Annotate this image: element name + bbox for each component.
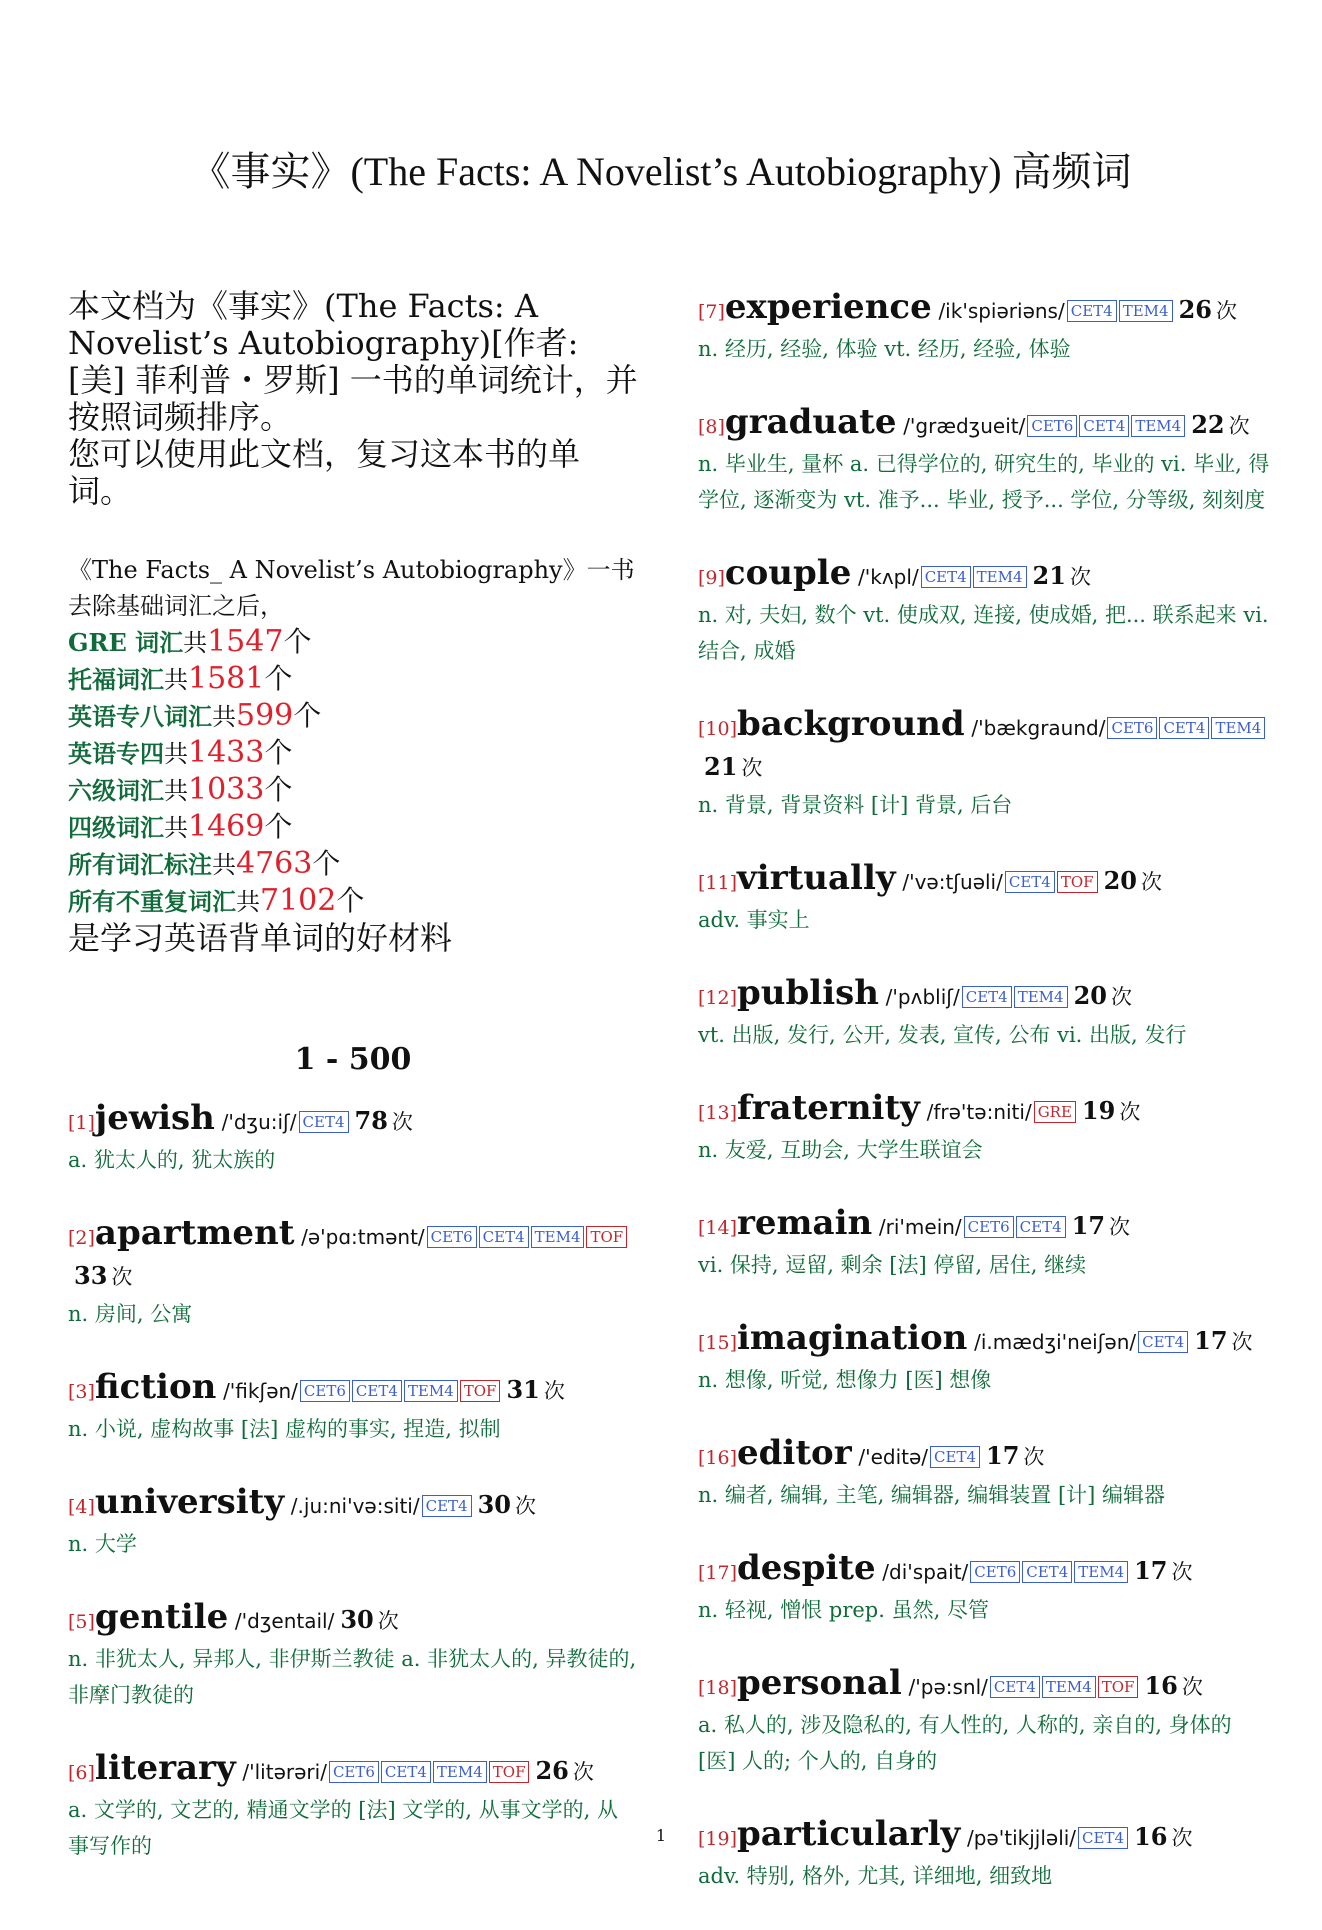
entry-word: virtually bbox=[737, 858, 896, 898]
word-entry bbox=[698, 859, 1272, 938]
entry-count-value: 19 bbox=[1081, 1096, 1116, 1125]
stat-label: GRE 词汇 bbox=[68, 628, 184, 657]
entry-count-value: 30 bbox=[477, 1490, 511, 1519]
exam-tag: TEM4 bbox=[1119, 300, 1173, 322]
exam-tag: CET4 bbox=[1159, 717, 1209, 739]
exam-tag: TOF bbox=[460, 1380, 501, 1402]
exam-tag: CET6 bbox=[970, 1561, 1020, 1583]
entry-header bbox=[68, 1598, 638, 1641]
exam-tag: TEM4 bbox=[1211, 717, 1265, 739]
entry-phonetic: /'dʒentail/ bbox=[234, 1609, 335, 1633]
entry-definition: n. 轻视, 憎恨 prep. 虽然, 尽管 bbox=[698, 1598, 989, 1622]
exam-tag: TEM4 bbox=[404, 1380, 458, 1402]
word-entry bbox=[68, 1483, 638, 1562]
entry-count-value: 17 bbox=[986, 1441, 1020, 1470]
entry-count-unit: 次 bbox=[1110, 985, 1132, 1009]
entry-word: literary bbox=[94, 1748, 236, 1788]
exam-tag: GRE bbox=[1034, 1101, 1076, 1123]
entry-header bbox=[698, 403, 1272, 446]
stat-row bbox=[68, 883, 638, 920]
entry-index: [18] bbox=[698, 1677, 738, 1699]
exam-tag: CET4 bbox=[962, 986, 1012, 1008]
entry-word: publish bbox=[737, 973, 879, 1013]
entry-count-unit: 次 bbox=[377, 1609, 399, 1633]
entry-count bbox=[1104, 866, 1162, 895]
entry-header bbox=[68, 1749, 638, 1792]
intro-paragraph: 本文档为《事实》(The Facts: A Novelist’s Autobiography)[作者: [美] 菲利普・罗斯] 一书的单词统计，并按照词频排序。 bbox=[68, 287, 638, 436]
word-entry bbox=[68, 1368, 638, 1447]
word-entry bbox=[698, 1204, 1272, 1283]
stat-suffix: 共 bbox=[212, 851, 236, 879]
entry-index: [10] bbox=[698, 718, 738, 740]
entry-index: [5] bbox=[68, 1611, 95, 1633]
entry-definition: vi. 保持, 逗留, 剩余 [法] 停留, 居住, 继续 bbox=[698, 1253, 1087, 1277]
entry-index: [8] bbox=[698, 416, 725, 438]
entry-definition: n. 毕业生, 量杯 a. 已得学位的, 研究生的, 毕业的 vi. 毕业, 得学位, 逐渐变为 vt. 准予... 毕业, 授予... 学位, 分等级, 刻刻度 bbox=[698, 452, 1270, 512]
right-column bbox=[698, 288, 1272, 1930]
entry-header bbox=[698, 859, 1272, 902]
entry-count-value: 21 bbox=[1032, 561, 1066, 590]
entry-count-value: 20 bbox=[1073, 981, 1107, 1010]
stat-suffix: 共 bbox=[164, 814, 188, 842]
entry-count-value: 22 bbox=[1191, 410, 1225, 439]
stat-row bbox=[68, 809, 638, 846]
entry-word: graduate bbox=[724, 402, 897, 442]
exam-tag: CET6 bbox=[1107, 717, 1157, 739]
exam-tag: CET4 bbox=[1078, 1827, 1128, 1849]
entry-count-unit: 次 bbox=[543, 1379, 565, 1403]
entry-word: background bbox=[737, 704, 965, 744]
exam-tag: CET6 bbox=[300, 1380, 350, 1402]
exam-tag: CET4 bbox=[1067, 300, 1117, 322]
word-entry bbox=[698, 403, 1272, 518]
stat-label: 六级词汇 bbox=[68, 776, 164, 805]
stat-suffix: 共 bbox=[164, 666, 188, 694]
entry-phonetic: /'və:tʃuəli/ bbox=[902, 870, 1003, 894]
entry-index: [7] bbox=[698, 301, 725, 323]
entry-definition: n. 编者, 编辑, 主笔, 编辑器, 编辑装置 [计] 编辑器 bbox=[698, 1483, 1166, 1507]
entry-count-unit: 次 bbox=[1228, 414, 1250, 438]
entry-header bbox=[698, 554, 1272, 597]
entry-definition: n. 大学 bbox=[68, 1532, 137, 1556]
entry-phonetic: /.ju:ni'və:siti/ bbox=[290, 1494, 420, 1518]
exam-tag: CET6 bbox=[329, 1761, 379, 1783]
stat-value: 1547 bbox=[207, 624, 284, 659]
entry-count-unit: 次 bbox=[1215, 299, 1237, 323]
entry-count-unit: 次 bbox=[1069, 565, 1091, 589]
exam-tag: TEM4 bbox=[1074, 1561, 1128, 1583]
entry-count-unit: 次 bbox=[111, 1265, 133, 1289]
stat-label: 英语专四 bbox=[68, 739, 164, 768]
entry-header bbox=[698, 705, 1272, 787]
entry-word: imagination bbox=[737, 1318, 968, 1358]
exam-tag: CET4 bbox=[1016, 1216, 1066, 1238]
entry-definition: adv. 特别, 格外, 尤其, 详细地, 细致地 bbox=[698, 1864, 1053, 1888]
entry-phonetic: /'bækgraund/ bbox=[971, 716, 1106, 740]
entry-word: university bbox=[94, 1482, 285, 1522]
entry-definition: a. 私人的, 涉及隐私的, 有人性的, 人称的, 亲自的, 身体的 [医] 人的; 个人的, 自身的 bbox=[698, 1713, 1232, 1773]
entry-phonetic: /'dʒu:iʃ/ bbox=[221, 1110, 297, 1134]
intro bbox=[68, 288, 638, 510]
word-entry bbox=[68, 1214, 638, 1332]
entry-count bbox=[1191, 410, 1249, 439]
entry-count-unit: 次 bbox=[514, 1494, 536, 1518]
word-entry bbox=[698, 1434, 1272, 1513]
stats-block bbox=[68, 552, 638, 956]
stat-label: 英语专八词汇 bbox=[68, 702, 212, 731]
entry-count-unit: 次 bbox=[741, 756, 763, 780]
stat-unit: 个 bbox=[283, 625, 312, 658]
entry-count-value: 33 bbox=[74, 1261, 108, 1290]
stat-unit: 个 bbox=[293, 699, 322, 732]
entry-header bbox=[698, 1204, 1272, 1247]
entry-count-value: 26 bbox=[1178, 295, 1212, 324]
entry-count-value: 78 bbox=[354, 1106, 388, 1135]
entry-count-unit: 次 bbox=[572, 1760, 594, 1784]
word-entry bbox=[698, 974, 1272, 1053]
entry-word: particularly bbox=[737, 1814, 961, 1854]
entry-count bbox=[1074, 981, 1132, 1010]
exam-tag: CET4 bbox=[1079, 415, 1129, 437]
exam-tag: TEM4 bbox=[1014, 986, 1068, 1008]
exam-tag: CET4 bbox=[299, 1111, 349, 1133]
stat-label: 托福词汇 bbox=[68, 665, 164, 694]
entry-index: [14] bbox=[698, 1217, 738, 1239]
entry-definition: n. 想像, 听觉, 想像力 [医] 想像 bbox=[698, 1368, 992, 1392]
stat-value: 1581 bbox=[188, 661, 265, 696]
stat-row bbox=[68, 772, 638, 809]
stat-value: 7102 bbox=[260, 883, 337, 918]
entry-count bbox=[506, 1375, 564, 1404]
word-entry bbox=[698, 1319, 1272, 1398]
entry-count bbox=[1082, 1096, 1140, 1125]
document-title: 《事实》(The Facts: A Novelist’s Autobiography) 高频词 bbox=[190, 149, 1132, 194]
entry-index: [19] bbox=[698, 1828, 738, 1850]
word-list-left bbox=[68, 1099, 638, 1864]
entry-word: jewish bbox=[94, 1098, 215, 1138]
entry-count-unit: 次 bbox=[1171, 1826, 1193, 1850]
intro-paragraph: 您可以使用此文档，复习这本书的单词。 bbox=[68, 435, 581, 510]
entry-count bbox=[1072, 1211, 1130, 1240]
entry-count-unit: 次 bbox=[1119, 1100, 1141, 1124]
stat-unit: 个 bbox=[264, 736, 293, 769]
word-entry bbox=[68, 1749, 638, 1864]
entry-definition: adv. 事实上 bbox=[698, 908, 810, 932]
entry-definition: n. 非犹太人, 异邦人, 非伊斯兰教徒 a. 非犹太人的, 异教徒的, 非摩门教徒的 bbox=[68, 1647, 637, 1707]
entry-count bbox=[986, 1441, 1044, 1470]
entry-index: [15] bbox=[698, 1332, 738, 1354]
entry-count bbox=[74, 1261, 132, 1290]
entry-phonetic: /ə'pɑ:tmənt/ bbox=[301, 1225, 425, 1249]
exam-tag: CET4 bbox=[930, 1446, 980, 1468]
entry-count bbox=[704, 752, 762, 781]
stat-unit: 个 bbox=[264, 662, 293, 695]
entry-count bbox=[535, 1756, 593, 1785]
word-entry bbox=[698, 1089, 1272, 1168]
word-entry bbox=[698, 1549, 1272, 1628]
entry-count bbox=[478, 1490, 536, 1519]
entry-header bbox=[698, 974, 1272, 1017]
exam-tag: TEM4 bbox=[531, 1226, 585, 1248]
stat-value: 1033 bbox=[188, 772, 265, 807]
entry-count bbox=[1194, 1326, 1252, 1355]
stat-label: 所有词汇标注 bbox=[68, 850, 212, 879]
entry-word: remain bbox=[737, 1203, 873, 1243]
entry-count bbox=[355, 1106, 413, 1135]
entry-definition: n. 友爱, 互助会, 大学生联谊会 bbox=[698, 1138, 983, 1162]
entry-index: [17] bbox=[698, 1562, 738, 1584]
entry-count-unit: 次 bbox=[1023, 1445, 1045, 1469]
stats-closing: 是学习英语背单词的好材料 bbox=[68, 919, 453, 957]
entry-word: despite bbox=[737, 1548, 876, 1588]
exam-tag: TEM4 bbox=[1131, 415, 1185, 437]
stat-row bbox=[68, 846, 638, 883]
entry-index: [9] bbox=[698, 567, 725, 589]
entry-word: fraternity bbox=[737, 1088, 920, 1128]
entry-count-unit: 次 bbox=[391, 1110, 413, 1134]
entry-phonetic: /'litərəri/ bbox=[242, 1760, 327, 1784]
entry-header bbox=[698, 1089, 1272, 1132]
entry-phonetic: /'kʌpl/ bbox=[858, 565, 919, 589]
exam-tag: CET4 bbox=[352, 1380, 402, 1402]
stat-row bbox=[68, 624, 638, 661]
exam-tag: CET4 bbox=[1005, 871, 1055, 893]
entry-header bbox=[698, 1319, 1272, 1362]
stat-unit: 个 bbox=[264, 773, 293, 806]
entry-phonetic: /ik'spiəriəns/ bbox=[938, 299, 1065, 323]
stat-value: 1433 bbox=[188, 735, 265, 770]
exam-tag: CET4 bbox=[990, 1676, 1040, 1698]
stat-suffix: 共 bbox=[212, 703, 236, 731]
exam-tag: TOF bbox=[1098, 1676, 1139, 1698]
stat-unit: 个 bbox=[264, 810, 293, 843]
entry-phonetic: /frə'tə:niti/ bbox=[926, 1100, 1032, 1124]
entry-count-unit: 次 bbox=[1181, 1675, 1203, 1699]
entry-index: [16] bbox=[698, 1447, 738, 1469]
entry-definition: n. 经历, 经验, 体验 vt. 经历, 经验, 体验 bbox=[698, 337, 1071, 361]
stat-suffix: 共 bbox=[236, 888, 260, 916]
entry-phonetic: /i.mædʒi'neiʃən/ bbox=[974, 1330, 1137, 1354]
stat-suffix: 共 bbox=[183, 629, 208, 657]
entry-index: [3] bbox=[68, 1381, 95, 1403]
exam-tag: CET6 bbox=[964, 1216, 1014, 1238]
entry-word: experience bbox=[724, 287, 932, 327]
stat-unit: 个 bbox=[312, 847, 341, 880]
entry-definition: n. 房间, 公寓 bbox=[68, 1302, 193, 1326]
entry-count-value: 21 bbox=[704, 752, 738, 781]
entry-count-value: 17 bbox=[1134, 1556, 1168, 1585]
entry-word: gentile bbox=[94, 1597, 229, 1637]
entry-definition: n. 对, 夫妇, 数个 vt. 使成双, 连接, 使成婚, 把... 联系起来 vi. 结合, 成婚 bbox=[698, 603, 1269, 663]
entry-phonetic: /ri'mein/ bbox=[878, 1215, 962, 1239]
exam-tag: CET6 bbox=[427, 1226, 477, 1248]
entry-count bbox=[1179, 295, 1237, 324]
entry-count-unit: 次 bbox=[1109, 1215, 1131, 1239]
entry-count-value: 16 bbox=[1144, 1671, 1178, 1700]
entry-count bbox=[1134, 1556, 1192, 1585]
entry-header bbox=[68, 1483, 638, 1526]
stat-row bbox=[68, 735, 638, 772]
entry-count-unit: 次 bbox=[1171, 1560, 1193, 1584]
entry-header bbox=[68, 1368, 638, 1411]
entry-word: personal bbox=[737, 1663, 902, 1703]
page-number: 1 bbox=[655, 1826, 667, 1845]
entry-index: [4] bbox=[68, 1496, 95, 1518]
entry-word: fiction bbox=[94, 1367, 217, 1407]
entry-count bbox=[1144, 1671, 1202, 1700]
entry-count-value: 16 bbox=[1134, 1822, 1168, 1851]
exam-tag: CET4 bbox=[1022, 1561, 1072, 1583]
entry-count-value: 30 bbox=[340, 1605, 374, 1634]
exam-tag: TEM4 bbox=[973, 566, 1027, 588]
word-entry bbox=[698, 288, 1272, 367]
stat-label: 四级词汇 bbox=[68, 813, 164, 842]
entry-count-value: 26 bbox=[535, 1756, 569, 1785]
range-heading: 1 - 500 bbox=[294, 1042, 412, 1077]
stat-value: 4763 bbox=[236, 846, 313, 881]
entry-definition: a. 文学的, 文艺的, 精通文学的 [法] 文学的, 从事文学的, 从事写作的 bbox=[68, 1798, 619, 1858]
entry-index: [13] bbox=[698, 1102, 738, 1124]
stat-suffix: 共 bbox=[164, 777, 188, 805]
entry-phonetic: /'fikʃən/ bbox=[223, 1379, 298, 1403]
entry-count-value: 20 bbox=[1103, 866, 1137, 895]
entry-header bbox=[698, 1434, 1272, 1477]
entry-definition: vt. 出版, 发行, 公开, 发表, 宣传, 公布 vi. 出版, 发行 bbox=[698, 1023, 1187, 1047]
exam-tag: CET6 bbox=[1027, 415, 1077, 437]
exam-tag: TOF bbox=[586, 1226, 627, 1248]
entry-count-unit: 次 bbox=[1140, 870, 1162, 894]
entry-phonetic: /'editə/ bbox=[858, 1445, 929, 1469]
entry-count-value: 17 bbox=[1194, 1326, 1228, 1355]
entry-index: [1] bbox=[68, 1112, 95, 1134]
entry-header bbox=[68, 1099, 638, 1142]
entry-word: couple bbox=[724, 553, 852, 593]
entry-count-value: 17 bbox=[1071, 1211, 1106, 1240]
stat-row bbox=[68, 698, 638, 735]
entry-definition: n. 小说, 虚构故事 [法] 虚构的事实, 捏造, 拟制 bbox=[68, 1417, 501, 1441]
exam-tag: CET4 bbox=[1138, 1331, 1188, 1353]
entry-phonetic: /pə'tikjjləli/ bbox=[967, 1826, 1077, 1850]
stat-label: 所有不重复词汇 bbox=[68, 887, 236, 916]
entry-phonetic: /'grædʒueit/ bbox=[903, 414, 1026, 438]
word-entry bbox=[698, 554, 1272, 669]
entry-count-value: 31 bbox=[506, 1375, 540, 1404]
exam-tag: CET4 bbox=[422, 1495, 472, 1517]
word-list-right bbox=[698, 288, 1272, 1894]
exam-tag: TEM4 bbox=[1042, 1676, 1096, 1698]
word-entry bbox=[698, 705, 1272, 823]
entry-word: editor bbox=[737, 1433, 852, 1473]
stats-heading: 《The Facts_ A Novelist’s Autobiography》一书去除基础词汇之后， bbox=[68, 556, 635, 620]
stat-suffix: 共 bbox=[164, 740, 188, 768]
exam-tag: TOF bbox=[1057, 871, 1098, 893]
exam-tag: CET4 bbox=[479, 1226, 529, 1248]
stats-rows bbox=[68, 624, 638, 920]
entry-header bbox=[68, 1214, 638, 1296]
left-column bbox=[68, 288, 638, 1900]
entry-index: [2] bbox=[68, 1227, 95, 1249]
entry-count bbox=[340, 1605, 398, 1634]
entry-word: apartment bbox=[94, 1213, 295, 1253]
entry-phonetic: /'pə:snl/ bbox=[908, 1675, 988, 1699]
stat-value: 599 bbox=[236, 698, 294, 733]
entry-index: [11] bbox=[698, 872, 738, 894]
entry-definition: a. 犹太人的, 犹太族的 bbox=[68, 1148, 276, 1172]
entry-count-unit: 次 bbox=[1231, 1330, 1253, 1354]
exam-tag: CET4 bbox=[381, 1761, 431, 1783]
word-entry bbox=[68, 1598, 638, 1713]
stat-row bbox=[68, 661, 638, 698]
stat-value: 1469 bbox=[188, 809, 265, 844]
exam-tag: TEM4 bbox=[433, 1761, 487, 1783]
entry-header bbox=[698, 1549, 1272, 1592]
entry-header bbox=[698, 1664, 1272, 1707]
entry-phonetic: /di'spait/ bbox=[882, 1560, 969, 1584]
entry-count bbox=[1033, 561, 1091, 590]
word-entry bbox=[698, 1664, 1272, 1779]
entry-header bbox=[698, 288, 1272, 331]
entry-index: [6] bbox=[68, 1762, 95, 1784]
entry-index: [12] bbox=[698, 987, 738, 1009]
entry-phonetic: /'pʌbliʃ/ bbox=[885, 985, 960, 1009]
stat-unit: 个 bbox=[336, 884, 365, 917]
word-entry bbox=[68, 1099, 638, 1178]
entry-definition: n. 背景, 背景资料 [计] 背景, 后台 bbox=[698, 793, 1013, 817]
exam-tag: TOF bbox=[489, 1761, 530, 1783]
exam-tag: CET4 bbox=[921, 566, 971, 588]
